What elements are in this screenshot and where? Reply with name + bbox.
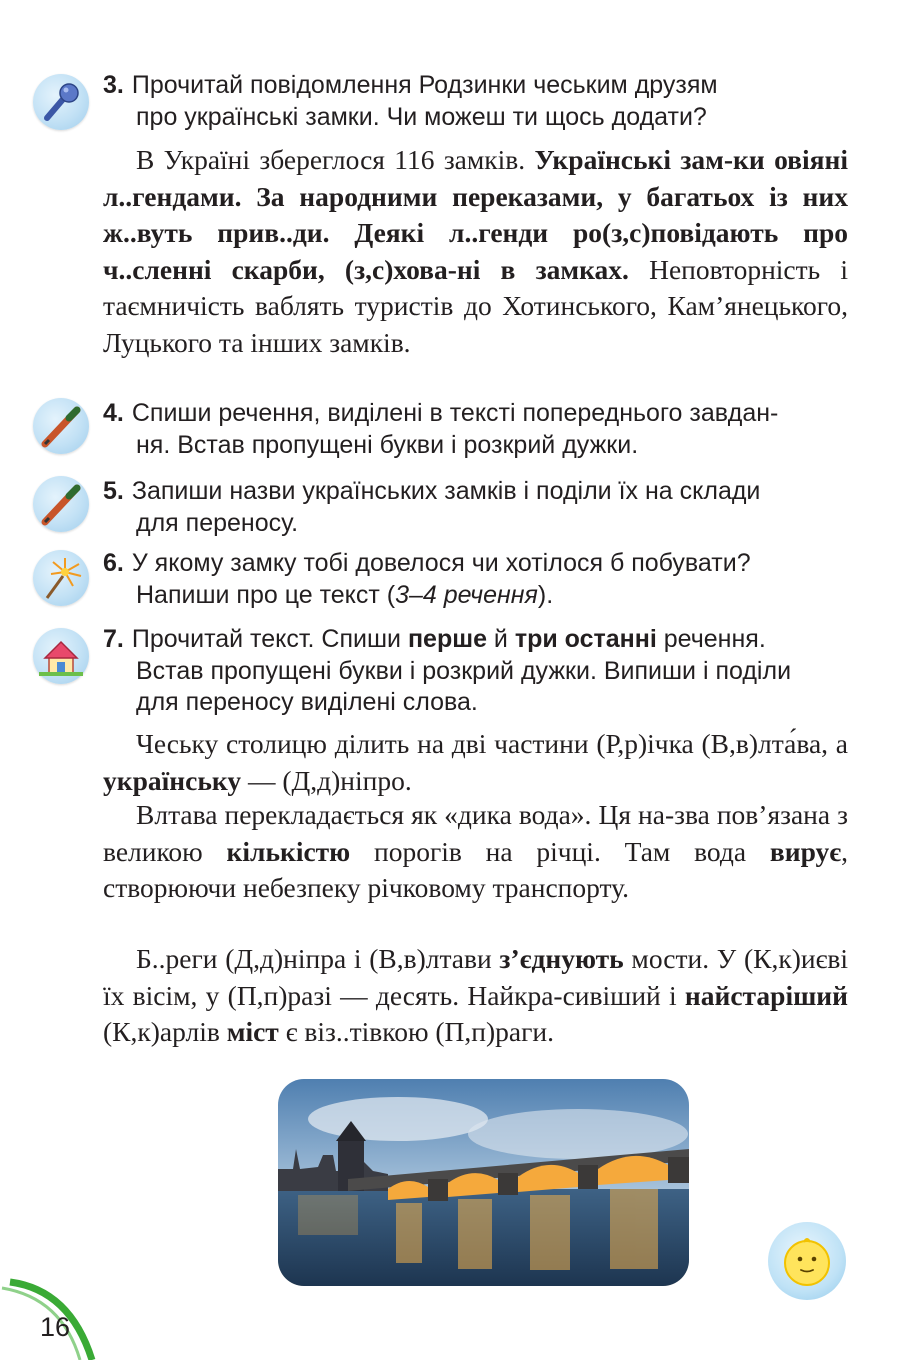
microphone-icon (33, 74, 89, 130)
text-part: (К,к)арлів (103, 1016, 227, 1047)
task-number: 3. (103, 71, 124, 99)
text-part: , створюючи небезпеку річковому транспорту. (103, 835, 849, 903)
text-part: Влтава перекладається як «дика вода». Ця на-зва пов’язана з великою (103, 799, 848, 867)
task-text: Прочитай повідомлення Родзинки чеським друзям (131, 71, 718, 99)
highlighted-sentences: Українські зам-ки овіяні л..гендами. За народними переказами, у багатьох із них ж..вуть прив..ди. Деякі л..генди ро(з,с)повідають про ч..сленні скарби, (з,с)хова-ні в замках. (103, 144, 848, 285)
task-text: для переносу. (136, 508, 299, 537)
text-part: порогів на річці. Там вода (350, 835, 770, 867)
task-text-part: Прочитай текст. Спиши (131, 625, 408, 653)
task-text: Запиши назви українських замків і поділи їх на склади (131, 477, 761, 505)
task-text: У якому замку тобі довелося чи хотілося б побувати? (131, 549, 751, 577)
pen-icon (33, 398, 89, 454)
text-part: є віз..тівкою (П,п)раги. (278, 1016, 554, 1047)
task-text-part: Напиши про це текст ( (136, 580, 396, 609)
text-sentence: Неповторність і таємничість ваблять туристів до Хотинського, Кам’янецького, Луцького та інших замків. (103, 253, 848, 358)
prague-paragraph-1 (103, 726, 848, 799)
highlighted-word: з’єднують (499, 943, 624, 974)
task-number: 6. (103, 549, 124, 577)
task-text-italic: 3–4 речення (395, 580, 538, 609)
task-number: 7. (103, 625, 124, 653)
task-text-part: ). (537, 580, 554, 609)
smiley-icon (768, 1222, 846, 1300)
text-part: Чеську столицю ділить на дві частини (Р,р)ічка (В,в)лта́ва, а (136, 728, 848, 759)
task-text-bold: перше (407, 625, 487, 653)
task-text: про українські замки. Чи можеш ти щось додати? (136, 102, 707, 131)
highlighted-word: міст (226, 1016, 279, 1047)
pen-icon (33, 476, 89, 532)
highlighted-word: кількістю (226, 835, 351, 867)
text-sentence: В Україні збереглося 116 замків. (136, 144, 526, 175)
task-text: Спиши речення, виділені в тексті попереднього завдан- (131, 399, 779, 427)
castles-text (103, 142, 848, 361)
text-part: — (Д,д)ніпро. (241, 764, 412, 796)
task-text: Встав пропущені букви і розкрий дужки. Випиши і поділи (136, 656, 792, 685)
task-number: 5. (103, 477, 124, 505)
task-text: для переносу виділені слова. (136, 688, 478, 716)
sparkler-icon (33, 550, 89, 606)
house-icon (33, 628, 89, 684)
task-4 (103, 398, 848, 461)
task-text-bold: три останні (514, 625, 657, 653)
task-7 (103, 624, 848, 719)
task-5 (103, 476, 848, 539)
highlighted-word: найстаріший (684, 979, 848, 1011)
text-part: мости. У (К,к)иєві їх вісім, у (П,п)разі — десять. Найкра-сивіший і (103, 943, 848, 1011)
prague-paragraph-3 (103, 941, 848, 1051)
prague-paragraph-2 (103, 797, 848, 907)
task-6 (103, 548, 848, 611)
highlighted-word: вирує (769, 835, 842, 867)
page-number: 16 (40, 1312, 71, 1342)
task-text (103, 580, 848, 612)
charles-bridge-photo (278, 1079, 689, 1286)
task-text-part: й (486, 625, 515, 653)
task-text (132, 625, 766, 653)
task-3 (103, 70, 848, 133)
highlighted-word: українську (103, 764, 242, 796)
text-part: Б..реги (Д,д)ніпра і (В,в)лтави (136, 943, 500, 974)
task-number: 4. (103, 399, 124, 427)
task-text: ня. Встав пропущені букви і розкрий дужки. (136, 430, 639, 459)
task-text-part: речення. (656, 625, 766, 653)
